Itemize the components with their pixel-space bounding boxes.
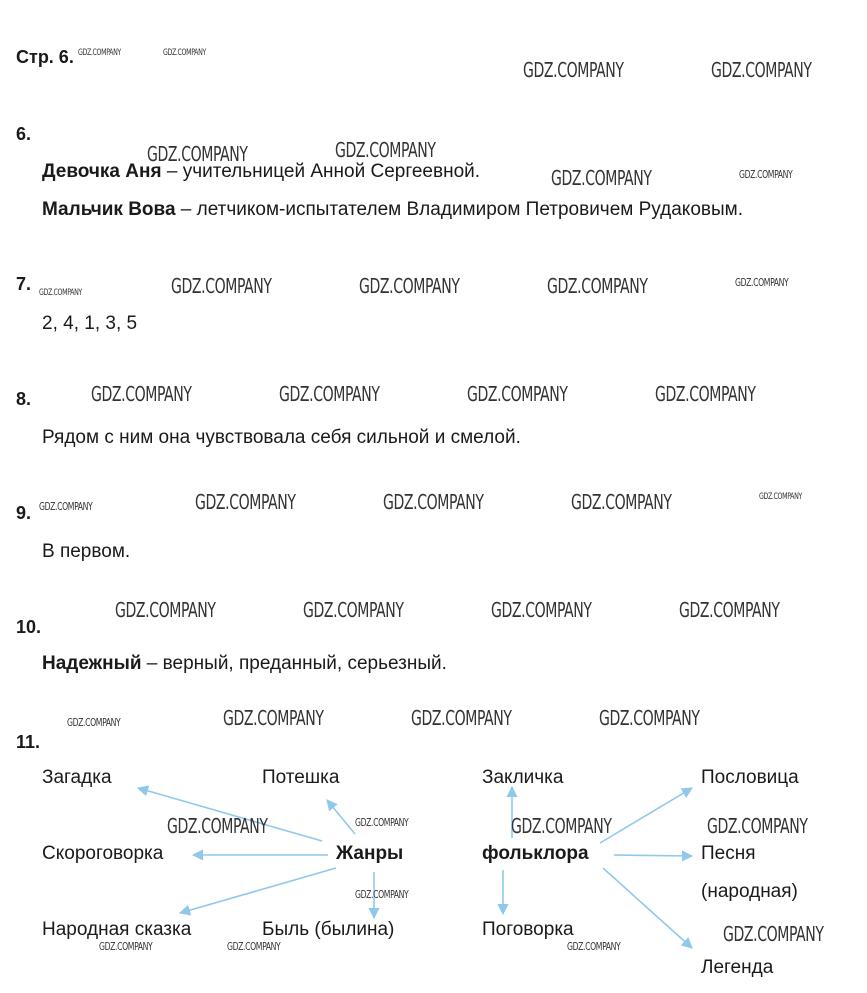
watermark: GDZ.COMPANY <box>167 814 268 838</box>
center-folklora: фольклора <box>482 843 589 864</box>
task-9-answer: В первом. <box>42 541 131 562</box>
node-zaklichka: Закличка <box>482 767 564 788</box>
watermark: GDZ.COMPANY <box>39 288 82 298</box>
watermark: GDZ.COMPANY <box>335 138 436 162</box>
watermark: GDZ.COMPANY <box>91 382 192 406</box>
node-byl: Быль (былина) <box>262 919 395 940</box>
watermark: GDZ.COMPANY <box>67 716 121 729</box>
watermark: GDZ.COMPANY <box>171 274 272 298</box>
task-10-number: 10. <box>16 617 42 637</box>
task-11-number: 11. <box>16 732 41 752</box>
watermark: GDZ.COMPANY <box>411 706 512 730</box>
arrow-to-legenda <box>603 868 692 948</box>
watermark: GDZ.COMPANY <box>655 382 756 406</box>
watermark: GDZ.COMPANY <box>491 598 592 622</box>
arrow-to-pesnya <box>614 855 692 856</box>
watermark: GDZ.COMPANY <box>355 816 409 829</box>
watermark: GDZ.COMPANY <box>115 598 216 622</box>
watermark: GDZ.COMPANY <box>163 48 206 58</box>
watermark: GDZ.COMPANY <box>223 706 324 730</box>
watermark: GDZ.COMPANY <box>467 382 568 406</box>
task-6-line-2-text: – летчиком-испытателем Владимиром Петровичем Рудаковым. <box>175 199 743 220</box>
watermark: GDZ.COMPANY <box>547 274 648 298</box>
watermark: GDZ.COMPANY <box>571 490 672 514</box>
center-zhanry: Жанры <box>336 843 404 864</box>
node-zagadka: Загадка <box>42 767 112 788</box>
watermark: GDZ.COMPANY <box>147 142 248 166</box>
node-legenda: Легенда <box>701 957 774 978</box>
watermark: GDZ.COMPANY <box>195 490 296 514</box>
node-skorogovorka: Скороговорка <box>42 843 164 864</box>
watermark: GDZ.COMPANY <box>39 500 93 513</box>
watermark: GDZ.COMPANY <box>78 48 121 58</box>
node-pogovorka: Поговорка <box>482 919 574 940</box>
watermark: GDZ.COMPANY <box>567 940 621 953</box>
watermark: GDZ.COMPANY <box>759 492 802 502</box>
watermark: GDZ.COMPANY <box>735 276 789 289</box>
watermark: GDZ.COMPANY <box>359 274 460 298</box>
watermark: GDZ.COMPANY <box>551 166 652 190</box>
watermark: GDZ.COMPANY <box>303 598 404 622</box>
arrow-to-poteshka <box>327 800 355 834</box>
task-6-line-2-subject: Мальчик Вова <box>42 199 176 220</box>
task-9-number: 9. <box>16 503 32 523</box>
task-7-number: 7. <box>16 274 32 294</box>
task-6-line-1-subject: Девочка Аня <box>42 161 162 182</box>
watermark: GDZ.COMPANY <box>711 58 812 82</box>
node-poteshka: Потешка <box>262 767 340 788</box>
task-8-answer: Рядом с ним она чувствовала себя сильной и смелой. <box>42 427 521 448</box>
task-6-number: 6. <box>16 124 32 144</box>
task-6-line-1-text: – учительницей Анной Сергеевной. <box>161 161 481 182</box>
node-pesnya: Песня <box>701 843 756 864</box>
arrow-to-poslovica <box>600 788 692 843</box>
watermark: GDZ.COMPANY <box>707 814 808 838</box>
watermark: GDZ.COMPANY <box>99 940 153 953</box>
task-10-word: Надежный <box>42 653 142 674</box>
task-8-number: 8. <box>16 389 32 409</box>
watermark: GDZ.COMPANY <box>723 922 824 946</box>
task-10-synonyms: – верный, преданный, серьезный. <box>141 653 447 674</box>
watermark: GDZ.COMPANY <box>279 382 380 406</box>
watermark: GDZ.COMPANY <box>227 940 281 953</box>
watermark: GDZ.COMPANY <box>511 814 612 838</box>
page-label: Стр. 6. <box>16 47 74 67</box>
watermark: GDZ.COMPANY <box>679 598 780 622</box>
watermark: GDZ.COMPANY <box>599 706 700 730</box>
node-poslovica: Пословица <box>701 767 799 788</box>
task-7-answer: 2, 4, 1, 3, 5 <box>42 313 138 334</box>
watermark: GDZ.COMPANY <box>383 490 484 514</box>
node-pesnya-note: (народная) <box>701 881 798 902</box>
watermark: GDZ.COMPANY <box>355 888 409 901</box>
watermark: GDZ.COMPANY <box>739 168 793 181</box>
node-narodnaya-skazka: Народная сказка <box>42 919 192 940</box>
watermark: GDZ.COMPANY <box>523 58 624 82</box>
arrow-to-narodnaya-skazka <box>180 868 336 913</box>
